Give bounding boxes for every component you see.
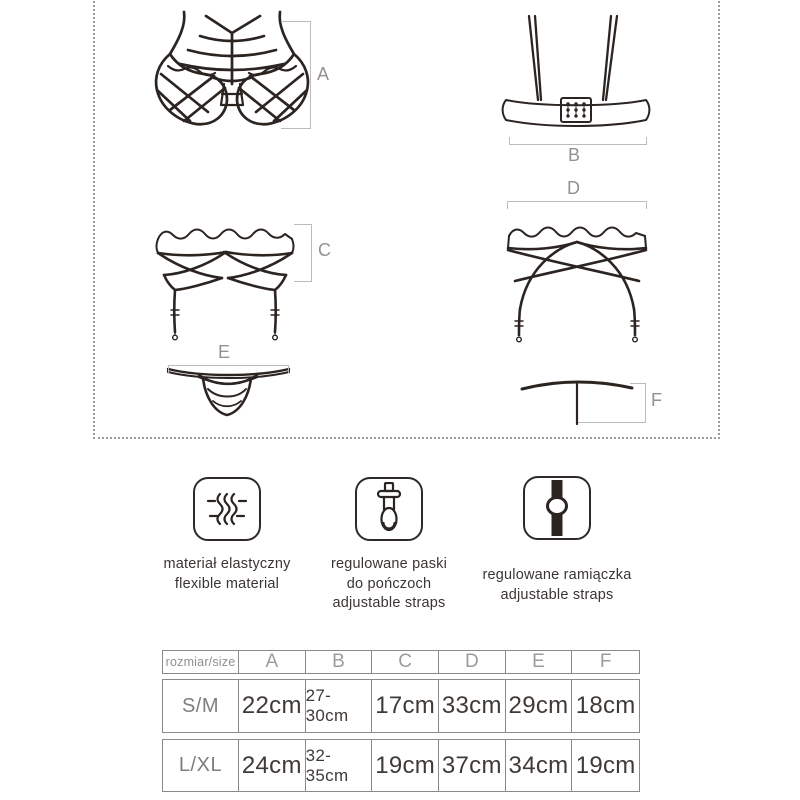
- caption-line: adjustable straps: [500, 586, 614, 603]
- caption-line: materiał elastyczny: [163, 556, 291, 572]
- feature-shoulder-straps: [460, 476, 654, 605]
- size-label: S/M: [163, 680, 239, 732]
- measurement-value: 34cm: [506, 740, 573, 791]
- size-table-header-cell: F: [599, 651, 612, 672]
- dimension-label-b: B: [568, 145, 581, 165]
- measurement-value: 19cm: [575, 751, 636, 779]
- measurement-value: 18cm: [575, 692, 636, 719]
- feature-flexible-material: [147, 477, 307, 594]
- dimension-bracket-d: [507, 201, 647, 209]
- caption-line: flexible material: [174, 575, 280, 592]
- dimension-label-f: F: [651, 390, 663, 410]
- measurement-value: 17cm: [372, 680, 439, 732]
- dimension-label-d: D: [567, 178, 581, 198]
- garter-clip-icon-frame: [355, 477, 423, 541]
- feature-shoulder-straps-caption: [460, 566, 654, 605]
- bra-back-drawing: [500, 16, 652, 130]
- size-table-header-cell: D: [439, 651, 506, 673]
- measurement-value: 37cm: [439, 740, 506, 791]
- measurement-value: 24cm: [239, 740, 306, 791]
- size-label: L/XL: [163, 740, 239, 791]
- size-table-header-cell: rozmiar/size: [163, 651, 239, 673]
- measurement-value: 19cm: [372, 740, 439, 791]
- panties-back-drawing: [518, 376, 636, 426]
- dimension-bracket-f-base: [578, 422, 646, 423]
- dimension-bracket-c: [294, 224, 312, 282]
- feature-flexible-material-caption: [147, 555, 307, 594]
- size-table-header: [162, 650, 640, 674]
- dimension-label-a: A: [317, 64, 330, 84]
- feature-garter-straps-caption: [308, 555, 470, 614]
- adjustable-strap-icon: [537, 480, 577, 536]
- measurement-value: 22cm: [239, 680, 306, 732]
- dimension-bracket-b: [509, 137, 647, 145]
- measurement-value: 32-35cm: [306, 740, 373, 791]
- garter-belt-back-drawing: [503, 221, 651, 348]
- flexible-material-icon-frame: [193, 477, 261, 541]
- dimension-label-c: C: [318, 240, 332, 260]
- size-table-row-sm: [162, 679, 640, 733]
- feature-garter-straps: [308, 477, 470, 614]
- garter-clip-icon: [369, 482, 409, 536]
- size-table-header-cell: A: [239, 651, 306, 673]
- size-table-header-cell: B: [306, 651, 373, 673]
- measurement-value: 27-30cm: [306, 680, 373, 732]
- flexible-material-icon: [204, 488, 250, 530]
- caption-line: regulowane ramiączka: [482, 567, 632, 583]
- size-table-header-cell: C: [372, 651, 439, 673]
- caption-line: do pończoch: [346, 575, 432, 592]
- measurement-value: 29cm: [506, 680, 573, 732]
- garter-belt-front-drawing: [150, 222, 300, 347]
- size-table-row-lxl: [162, 739, 640, 792]
- size-table-header-cell: E: [506, 651, 573, 673]
- dimension-label-e: E: [218, 342, 231, 362]
- caption-line: adjustable straps: [332, 595, 446, 611]
- measurement-value: 33cm: [439, 680, 506, 732]
- caption-line: regulowane paski: [330, 556, 448, 572]
- dimension-bracket-f: [630, 383, 646, 422]
- dimension-bracket-a: [281, 21, 311, 129]
- dimension-bracket-e: [168, 365, 289, 373]
- adjustable-strap-icon-frame: [523, 476, 591, 540]
